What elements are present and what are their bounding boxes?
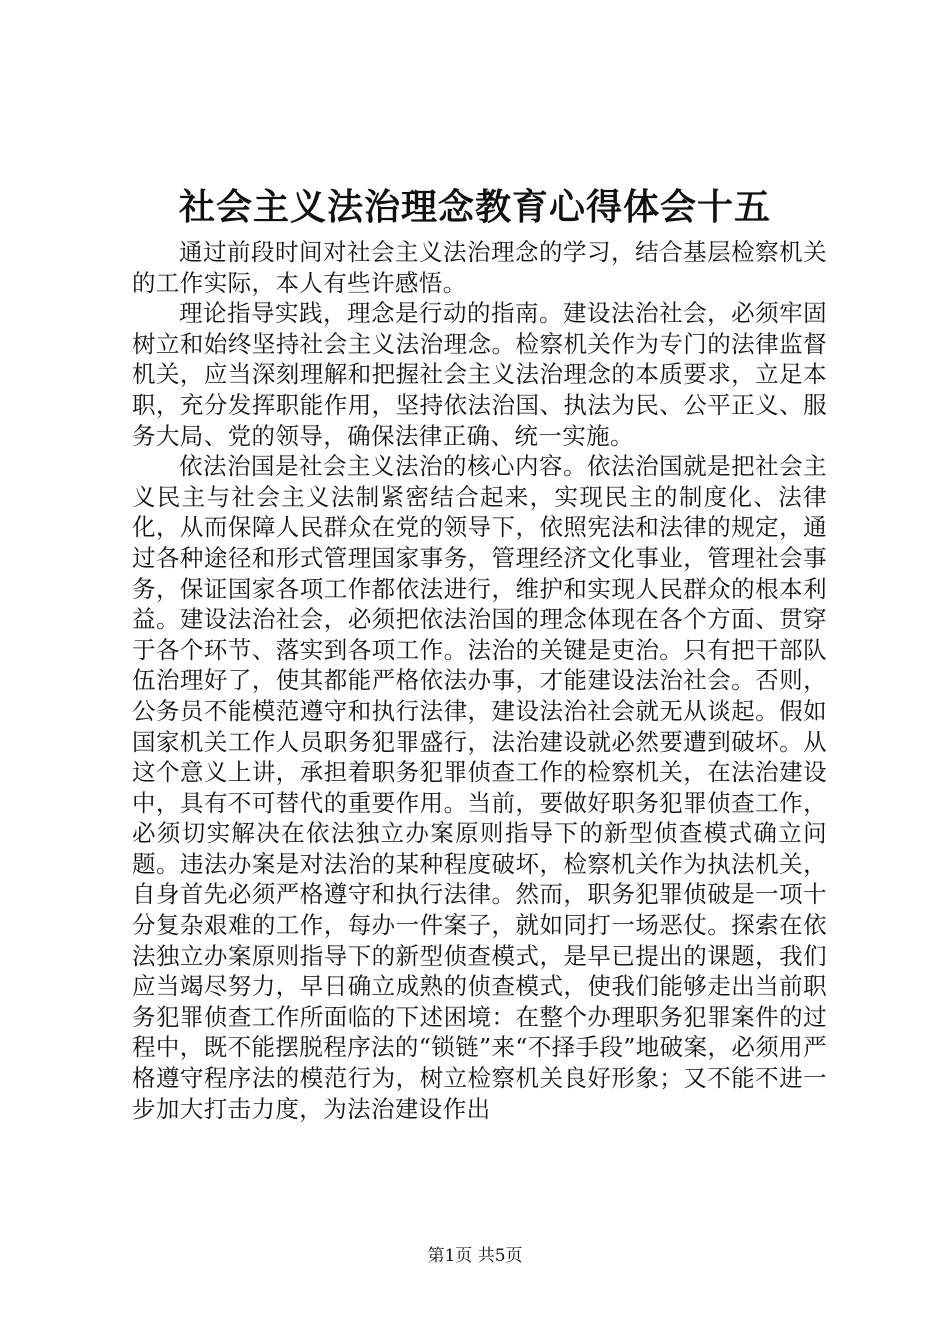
document-title: 社会主义法治理念教育心得体会十五 [178, 186, 771, 228]
document-body [132, 237, 827, 1124]
page-number-footer: 第1页 共5页 [427, 1246, 523, 1266]
paragraph-1: 通过前段时间对社会主义法治理念的学习，结合基层检察机关的工作实际，本人有些许感悟。 [132, 238, 827, 297]
paragraph-3: 依法治国是社会主义法治的核心内容。依法治国就是把社会主义民主与社会主义法制紧密结合起来，实现民主的制度化、法律化，从而保障人民群众在党的领导下，依照宪法和法律的规定，通过各种途径和形式管理国家事务，管理经济文化事业，管理社会事务，保证国家各项工作都依法进行，维护和实现人民群众的根本利益。建设法治社会，必须把依法治国的理念体现在各个方面、贯穿于各个环节、落实到各项工作。法治的关键是吏治。只有把干部队伍治理好了，使其都能严格依法办事，才能建设法治社会。否则，公务员不能模范遵守和执行法律，建设法治社会就无从谈起。假如国家机关工作人员职务犯罪盛行，法治建设就必然要遭到破坏。从这个意义上讲，承担着职务犯罪侦查工作的检察机关，在法治建设中，具有不可替代的重要作用。当前，要做好职务犯罪侦查工作，必须切实解决在依法独立办案原则指导下的新型侦查模式确立问题。违法办案是对法治的某种程度破坏，检察机关作为执法机关，自身首先必须严格遵守和执行法律。然而，职务犯罪侦破是一项十分复杂艰难的工作，每办一件案子，就如同打一场恶仗。探索在依法独立办案原则指导下的新型侦查模式，是早已提出的课题，我们应当竭尽努力，早日确立成熟的侦查模式，使我们能够走出当前职务犯罪侦查工作所面临的下述困境：在整个办理职务犯罪案件的过程中，既不能摆脱程序法的“锁链”来“不择手段”地破案，必须用严格遵守程序法的模范行为，树立检察机关良好形象；又不能不进一步加大打击力度，为法治建设作出 [132, 452, 827, 1123]
paragraph-2: 理论指导实践，理念是行动的指南。建设法治社会，必须牢固树立和始终坚持社会主义法治理念。检察机关作为专门的法律监督机关，应当深刻理解和把握社会主义法治理念的本质要求，立足本职，充分发挥职能作用，坚持依法治国、执法为民、公平正义、服务大局、党的领导，确保法律正确、统一实施。 [132, 299, 827, 450]
